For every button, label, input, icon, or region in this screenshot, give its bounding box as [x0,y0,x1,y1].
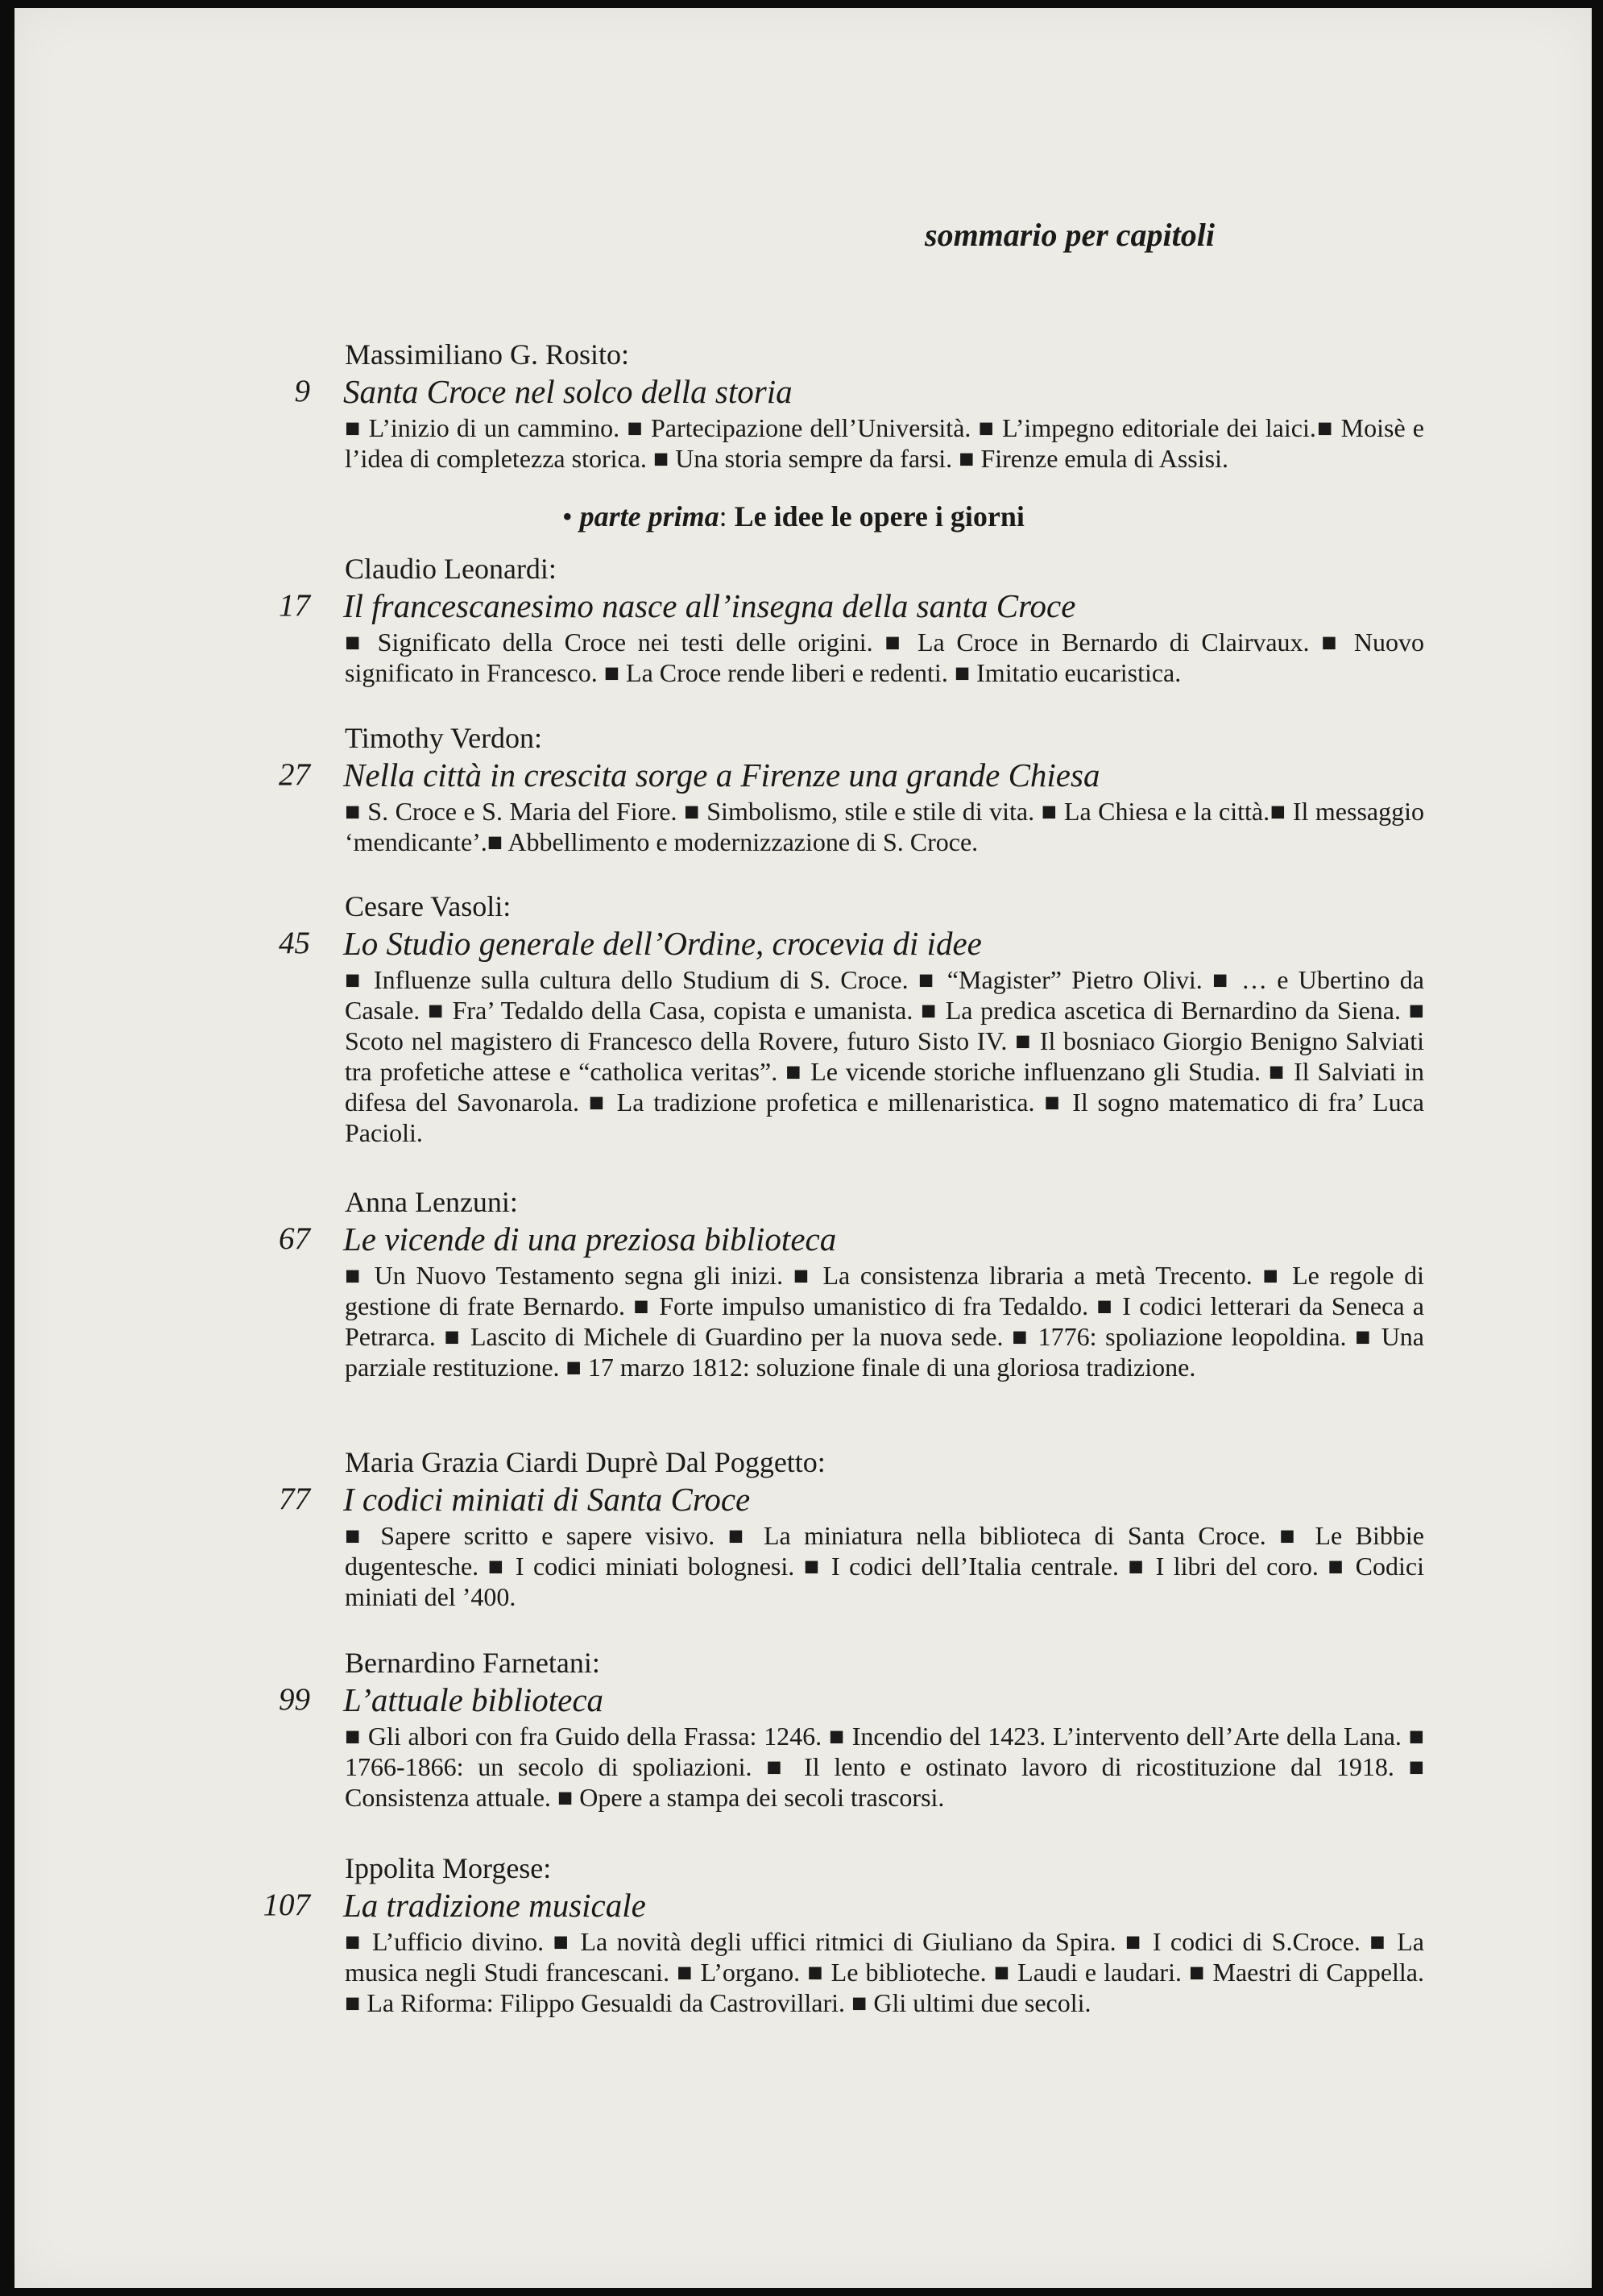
entry-page-number: 107 [263,1888,310,1922]
entry-summary: ■ Gli albori con fra Guido della Frassa: 1246. ■ Incendio del 1423. L’intervento dell’Arte della Lana. ■ 1766-1866: un secolo di spoliazioni. ■ Il lento e ostinato lavoro di ricostituzione dal 1918. ■ Consistenza attuale. ■ Opere a stampa dei secoli trascorsi. [345,1722,1424,1812]
entry-summary: ■ L’inizio di un cammino. ■ Partecipazione dell’Università. ■ L’impegno editoriale dei laici.■ Moisè e l’idea di completezza storica. ■ Una storia sempre da farsi. ■ Firenze emula di Assisi. [345,413,1424,473]
entry-summary: ■ Un Nuovo Testamento segna gli inizi. ■ La consistenza libraria a metà Trecento. ■ Le regole di gestione di frate Bernardo. ■ Forte impulso umanistico di fra Tedaldo. ■ I codici letterari da Seneca a Petrarca. ■ Lascito di Michele di Guardino per la nuova sede. ■ 1776: spoliazione leopoldina. ■ Una parziale restituzione. ■ 17 marzo 1812: soluzione finale di una gloriosa tradizione. [345,1261,1424,1382]
entry-page-number: 9 [294,374,310,408]
entry-author: Anna Lenzuni: [345,1186,518,1218]
entry-title: L’attuale biblioteca [343,1681,604,1718]
entry-page-number: 17 [279,588,310,623]
entry-author: Claudio Leonardi: [345,553,557,585]
entry-summary: ■ Sapere scritto e sapere visivo. ■ La miniatura nella biblioteca di Santa Croce. ■ Le Bibbie dugentesche. ■ I codici miniati bolognesi. ■ I codici dell’Italia centrale. ■ I libri del coro. ■ Codici miniati del ’400. [345,1521,1424,1611]
entry-title: Le vicende di una preziosa biblioteca [343,1221,837,1258]
entry-author: Bernardino Farnetani: [345,1647,600,1679]
entry-page-number: 67 [279,1221,310,1256]
entry-title: Nella città in crescita sorge a Firenze una grande Chiesa [343,756,1100,794]
entry-summary: ■ L’ufficio divino. ■ La novità degli uffici ritmici di Giuliano da Spira. ■ I codici di S.Croce. ■ La musica negli Studi francescani. ■ L’organo. ■ Le biblioteche. ■ Laudi e laudari. ■ Maestri di Cappella. ■ La Riforma: Filippo Gesualdi da Castrovillari. ■ Gli ultimi due secoli. [345,1927,1424,2017]
entry-page-number: 77 [279,1482,310,1516]
entry-summary: ■ Influenze sulla cultura dello Studium di S. Croce. ■ “Magister” Pietro Olivi. ■ … e Ubertino da Casale. ■ Fra’ Tedaldo della Casa, copista e umanista. ■ La predica ascetica di Bernardino da Siena. ■ Scoto nel magistero di Francesco della Rovere, futuro Sisto IV. ■ Il bosniaco Giorgio Benigno Salviati tra profetiche attese e “catholica veritas”. ■ Le vicende storiche influenzano gli Studia. ■ Il Salviati in difesa del Savonarola. ■ La tradizione profetica e millenaristica. ■ Il sogno matematico di fra’ Luca Pacioli. [345,965,1424,1147]
entry-title: I codici miniati di Santa Croce [343,1481,751,1518]
section-label: parte prima [579,500,719,533]
section-bullet: • [562,500,580,533]
entry-title: Lo Studio generale dell’Ordine, crocevia di idee [343,925,982,962]
document-page [14,8,1592,2288]
entry-title: La tradizione musicale [343,1887,646,1924]
entry-page-number: 45 [279,926,310,960]
entry-title: Santa Croce nel solco della storia [343,373,793,410]
entry-author: Maria Grazia Ciardi Duprè Dal Poggetto: [345,1446,826,1478]
entry-author: Ippolita Morgese: [345,1852,552,1884]
entry-author: Massimiliano G. Rosito: [345,338,630,371]
entry-author: Timothy Verdon: [345,722,543,754]
section-heading [562,499,1025,533]
entry-page-number: 99 [279,1682,310,1717]
entry-title: Il francescanesimo nasce all’insegna della santa Croce [343,587,1076,624]
entry-author: Cesare Vasoli: [345,890,512,922]
entry-summary: ■ Significato della Croce nei testi delle origini. ■ La Croce in Bernardo di Clairvaux. ■ Nuovo significato in Francesco. ■ La Croce rende liberi e redenti. ■ Imitatio eucaristica. [345,628,1424,687]
entry-page-number: 27 [279,757,310,792]
entry-summary: ■ S. Croce e S. Maria del Fiore. ■ Simbolismo, stile e stile di vita. ■ La Chiesa e la città.■ Il messaggio ‘mendicante’.■ Abbellimento e modernizzazione di S. Croce. [345,797,1424,856]
section-separator: : [719,500,735,533]
page-heading: sommario per capitoli [925,217,1215,253]
section-title: Le idee le opere i giorni [734,500,1025,533]
